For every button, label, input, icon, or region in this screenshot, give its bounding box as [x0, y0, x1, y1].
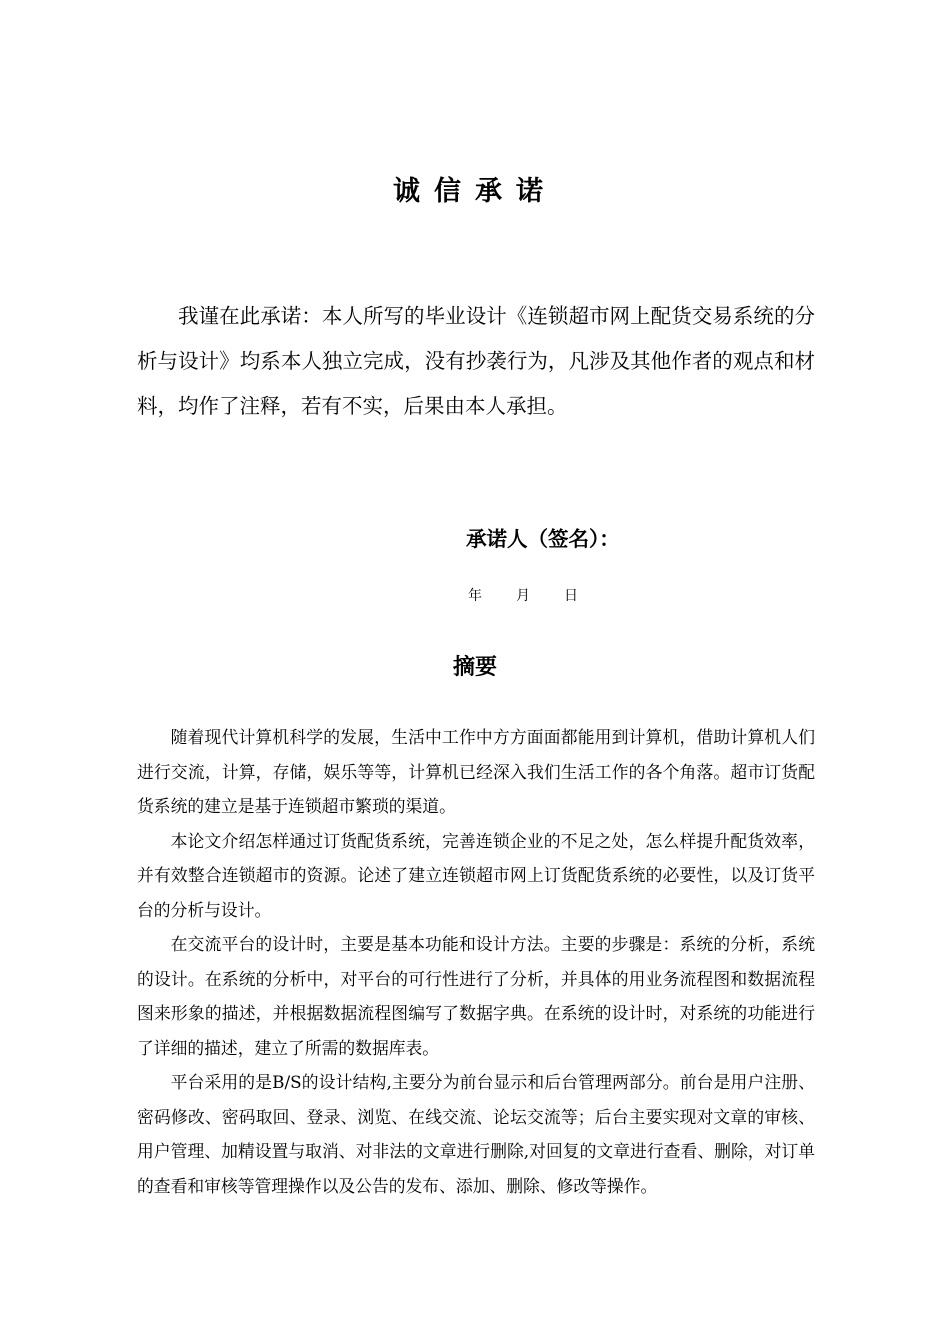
abstract-title: 摘要 — [452, 655, 497, 680]
date-line — [468, 584, 578, 608]
date-day: 日 — [564, 588, 578, 604]
date-year: 年 — [468, 588, 482, 604]
pledge-title: 诚信承诺 — [393, 176, 557, 207]
pledge-body: 我谨在此承诺：本人所写的毕业设计《连锁超市网上配货交易系统的分析与设计》均系本人独立完成，没有抄袭行为，凡涉及其他作者的观点和材料，均作了注释，若有不实，后果由本人承担。 — [137, 304, 815, 418]
abstract-body — [137, 720, 815, 1203]
abstract-paragraph: 随着现代计算机科学的发展，生活中工作中方方面面都能用到计算机，借助计算机人们进行交流，计算，存储，娱乐等等，计算机已经深入我们生活工作的各个角落。超市订货配货系统的建立是基于连锁超市繁琐的渠道。 — [137, 727, 815, 816]
abstract-paragraph: 在交流平台的设计时，主要是基本功能和设计方法。主要的步骤是：系统的分析，系统的设计。在系统的分析中，对平台的可行性进行了分析，并具体的用业务流程图和数据流程图来形象的描述，并根据数据流程图编写了数据字典。在系统的设计时，对系统的功能进行了详细的描述，建立了所需的数据库表。 — [137, 934, 815, 1058]
abstract-paragraph: 本论文介绍怎样通过订货配货系统，完善连锁企业的不足之处，怎么样提升配货效率，并有效整合连锁超市的资源。论述了建立连锁超市网上订货配货系统的必要性，以及订货平台的分析与设计。 — [137, 830, 815, 920]
date-month: 月 — [516, 588, 530, 604]
abstract-paragraph: 平台采用的是B/S的设计结构,主要分为前台显示和后台管理两部分。前台是用户注册、密码修改、密码取回、登录、浏览、在线交流、论坛交流等；后台主要实现对文章的审核、用户管理、加精设置与取消、对非法的文章进行删除,对回复的文章进行查看、删除，对订单的查看和审核等管理操作以及公告的发布、添加、删除、修改等操作。 — [137, 1072, 815, 1196]
signer-label: 承诺人（签名）： — [466, 527, 620, 551]
